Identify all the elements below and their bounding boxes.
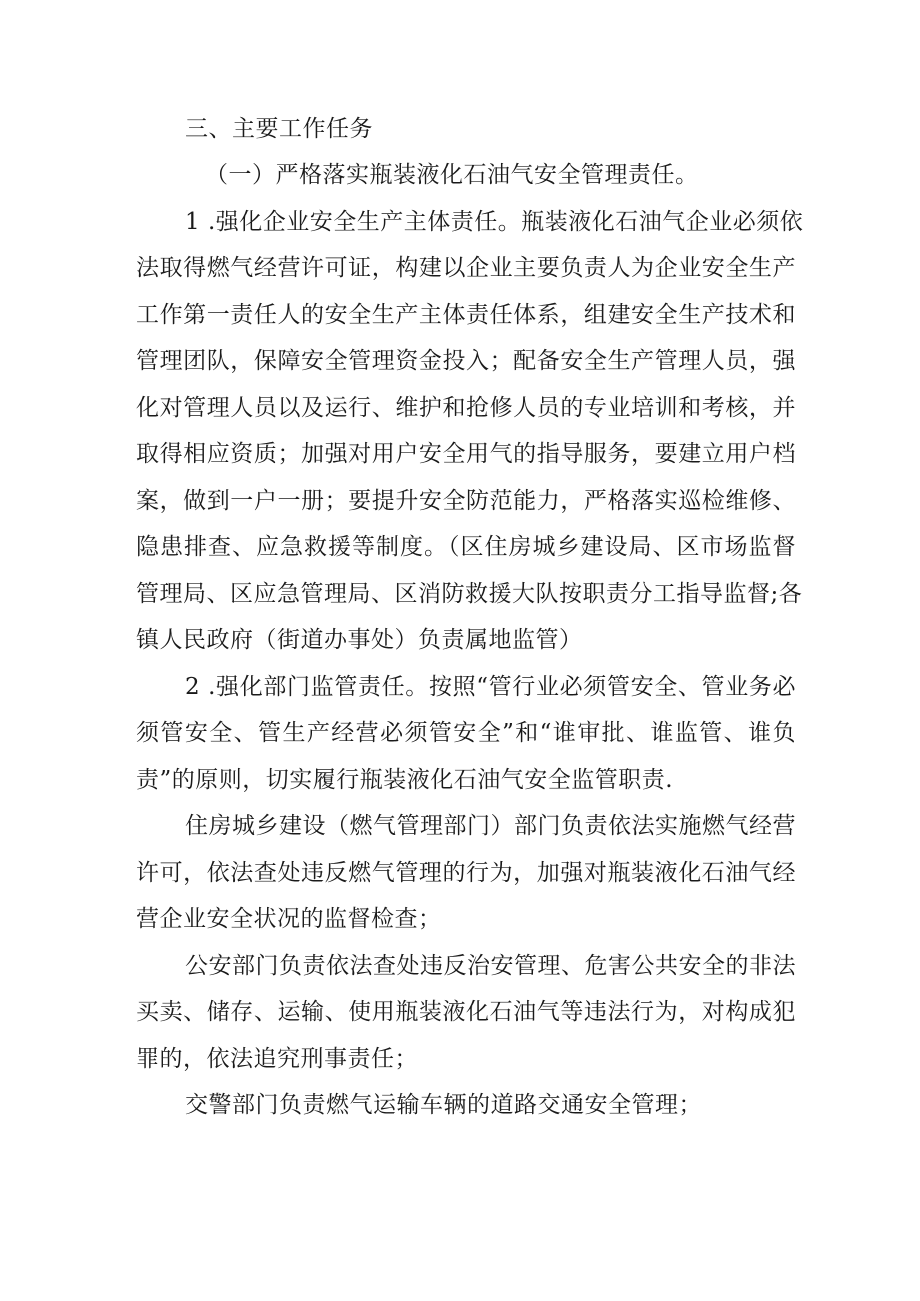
paragraph-line: 镇人民政府（街道办事处）负责属地监管） — [136, 627, 583, 653]
paragraph-line: 许可，依法查处违反燃气管理的行为，加强对瓶装液化石油气经 — [136, 860, 796, 886]
paragraph-line: 交警部门负责燃气运输车辆的道路交通安全管理； — [185, 1092, 702, 1118]
paragraph-line: 管理团队，保障安全管理资金投入；配备安全生产管理人员，强 — [136, 348, 796, 374]
paragraph-line: 1 .强化企业安全生产主体责任。瓶装液化石油气企业必须依 — [185, 209, 804, 235]
paragraph-line: 化对管理人员以及运行、维护和抢修人员的专业培训和考核，并 — [136, 395, 796, 421]
paragraph-line: 隐患排查、应急救援等制度。（区住房城乡建设局、区市场监督 — [136, 534, 796, 560]
section-heading: 三、主要工作任务 — [185, 116, 373, 142]
paragraph-line: 管理局、区应急管理局、区消防救援大队按职责分工指导监督;各 — [136, 581, 803, 607]
paragraph-line: 买卖、储存、运输、使用瓶装液化石油气等违法行为，对构成犯 — [136, 999, 796, 1025]
paragraph-line: 住房城乡建设（燃气管理部门）部门负责依法实施燃气经营 — [185, 813, 796, 839]
paragraph-line: 法取得燃气经营许可证，构建以企业主要负责人为企业安全生产 — [136, 255, 796, 281]
paragraph-line: 案，做到一户一册；要提升安全防范能力，严格落实巡检维修、 — [136, 488, 796, 514]
paragraph-line: 须管安全、管生产经营必须管安全”和“谁审批、谁监管、谁负 — [136, 720, 796, 746]
paragraph-line: 2 .强化部门监管责任。按照“管行业必须管安全、管业务必 — [185, 674, 796, 700]
sub-heading: （一）严格落实瓶装液化石油气安全管理责任。 — [205, 162, 699, 188]
paragraph-line: 公安部门负责依法查处违反治安管理、危害公共安全的非法 — [185, 953, 796, 979]
paragraph-line: 责”的原则，切实履行瓶装液化石油气安全监管职责. — [136, 767, 674, 793]
paragraph-line: 工作第一责任人的安全生产主体责任体系，组建安全生产技术和 — [136, 302, 796, 328]
paragraph-line: 取得相应资质；加强对用户安全用气的指导服务，要建立用户档 — [136, 441, 796, 467]
paragraph-line: 罪的，依法追究刑事责任； — [136, 1046, 418, 1072]
paragraph-line: 营企业安全状况的监督检查； — [136, 906, 442, 932]
